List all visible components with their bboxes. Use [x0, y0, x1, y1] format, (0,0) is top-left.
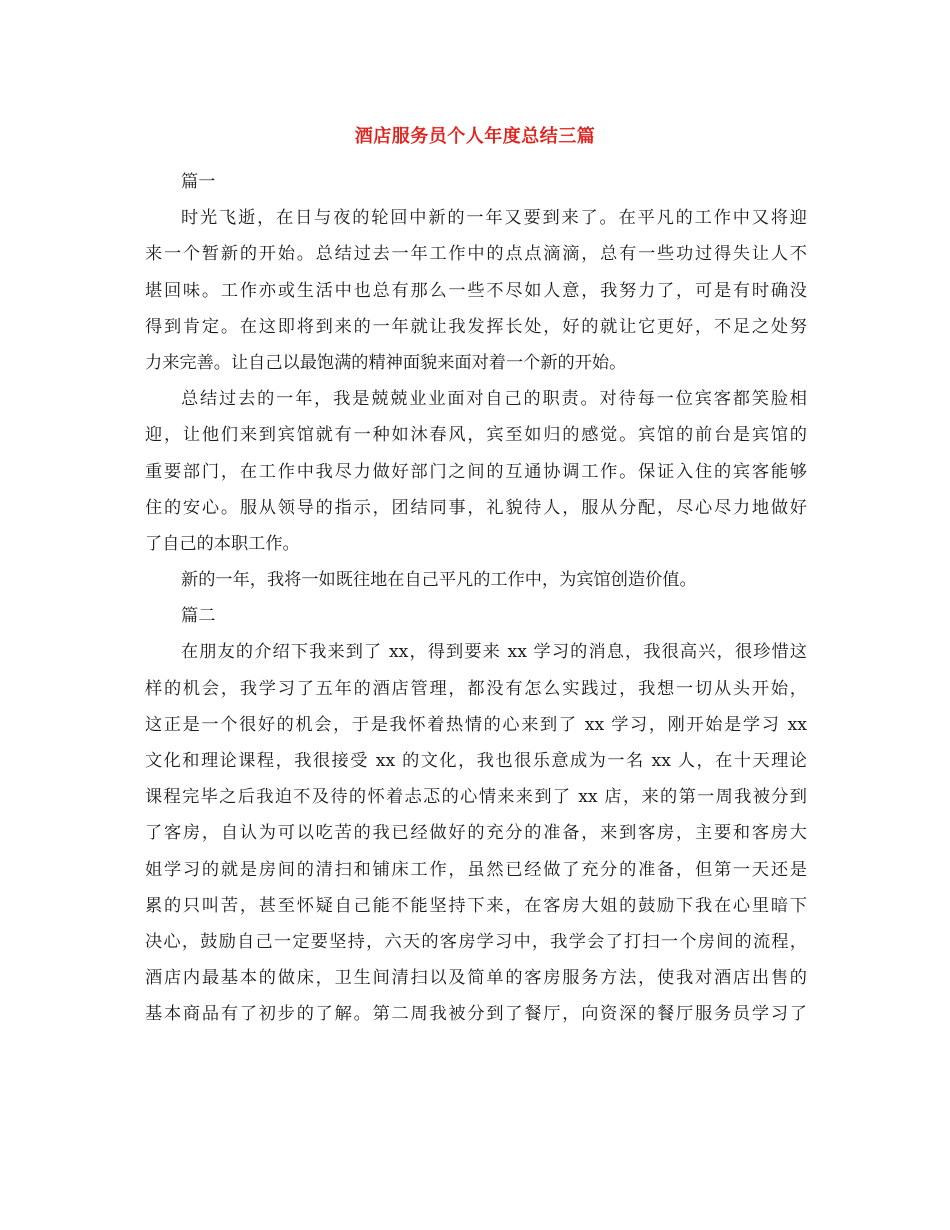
- paragraph-line: 住的安心。服从领导的指示，团结同事，礼貌待人，服从分配，尽心尽力地做好: [145, 497, 807, 518]
- paragraph-line: 决心，鼓励自己一定要坚持，六天的客房学习中，我学会了打扫一个房间的流程，: [145, 931, 807, 952]
- paragraph-line: 来一个暂新的开始。总结过去一年工作中的点点滴滴，总有一些功过得失让人不: [145, 244, 807, 265]
- paragraph-line: 总结过去的一年，我是兢兢业业面对自己的职责。对待每一位宾客都笑脸相: [181, 389, 807, 410]
- paragraph-line: 了自己的本职工作。: [145, 533, 300, 554]
- paragraph-line: 力来完善。让自己以最饱满的精神面貌来面对着一个新的开始。: [145, 352, 627, 373]
- paragraph-line: 堪回味。工作亦或生活中也总有那么一些不尽如人意，我努力了，可是有时确没: [145, 280, 807, 301]
- document-title: 酒店服务员个人年度总结三篇: [354, 126, 596, 147]
- paragraph-line: 时光飞逝，在日与夜的轮回中新的一年又要到来了。在平凡的工作中又将迎: [181, 208, 807, 229]
- paragraph-line: 迎，让他们来到宾馆就有一种如沐春风，宾至如归的感觉。宾馆的前台是宾馆的: [145, 425, 807, 446]
- paragraph-line: 姐学习的就是房间的清扫和铺床工作，虽然已经做了充分的准备，但第一天还是: [145, 859, 807, 880]
- paragraph-line: 重要部门，在工作中我尽力做好部门之间的互通协调工作。保证入住的宾客能够: [145, 461, 807, 482]
- paragraph-line: 在朋友的介绍下我来到了 xx，得到要来 xx 学习的消息，我很高兴，很珍惜这: [181, 642, 807, 663]
- paragraph-line: 文化和理论课程，我很接受 xx 的文化，我也很乐意成为一名 xx 人，在十天理论: [145, 751, 807, 771]
- section-heading: 篇二: [181, 606, 216, 627]
- paragraph-line: 累的只叫苦，甚至怀疑自己能不能坚持下来，在客房大姐的鼓励下我在心里暗下: [145, 895, 807, 916]
- paragraph-line: 新的一年，我将一如既往地在自己平凡的工作中，为宾馆创造价值。: [181, 570, 697, 591]
- paragraph-line: 课程完毕之后我迫不及待的怀着忐忑的心情来来到了 xx 店，来的第一周我被分到: [145, 787, 807, 808]
- paragraph-line: 基本商品有了初步的了解。第二周我被分到了餐厅，向资深的餐厅服务员学习了: [145, 1004, 807, 1025]
- paragraph-line: 了客房，自认为可以吃苦的我已经做好的充分的准备，来到客房，主要和客房大: [145, 823, 807, 844]
- paragraph-line: 得到肯定。在这即将到来的一年就让我发挥长处，好的就让它更好，不足之处努: [145, 316, 807, 337]
- section-heading: 篇一: [181, 172, 216, 192]
- paragraph-line: 样的机会，我学习了五年的酒店管理，都没有怎么实践过，我想一切从头开始，: [145, 678, 807, 699]
- paragraph-line: 酒店内最基本的做床，卫生间清扫以及简单的客房服务方法，使我对酒店出售的: [145, 968, 807, 989]
- paragraph-line: 这正是一个很好的机会，于是我怀着热情的心来到了 xx 学习，刚开始是学习 xx: [145, 714, 807, 735]
- document-body: [145, 164, 807, 1033]
